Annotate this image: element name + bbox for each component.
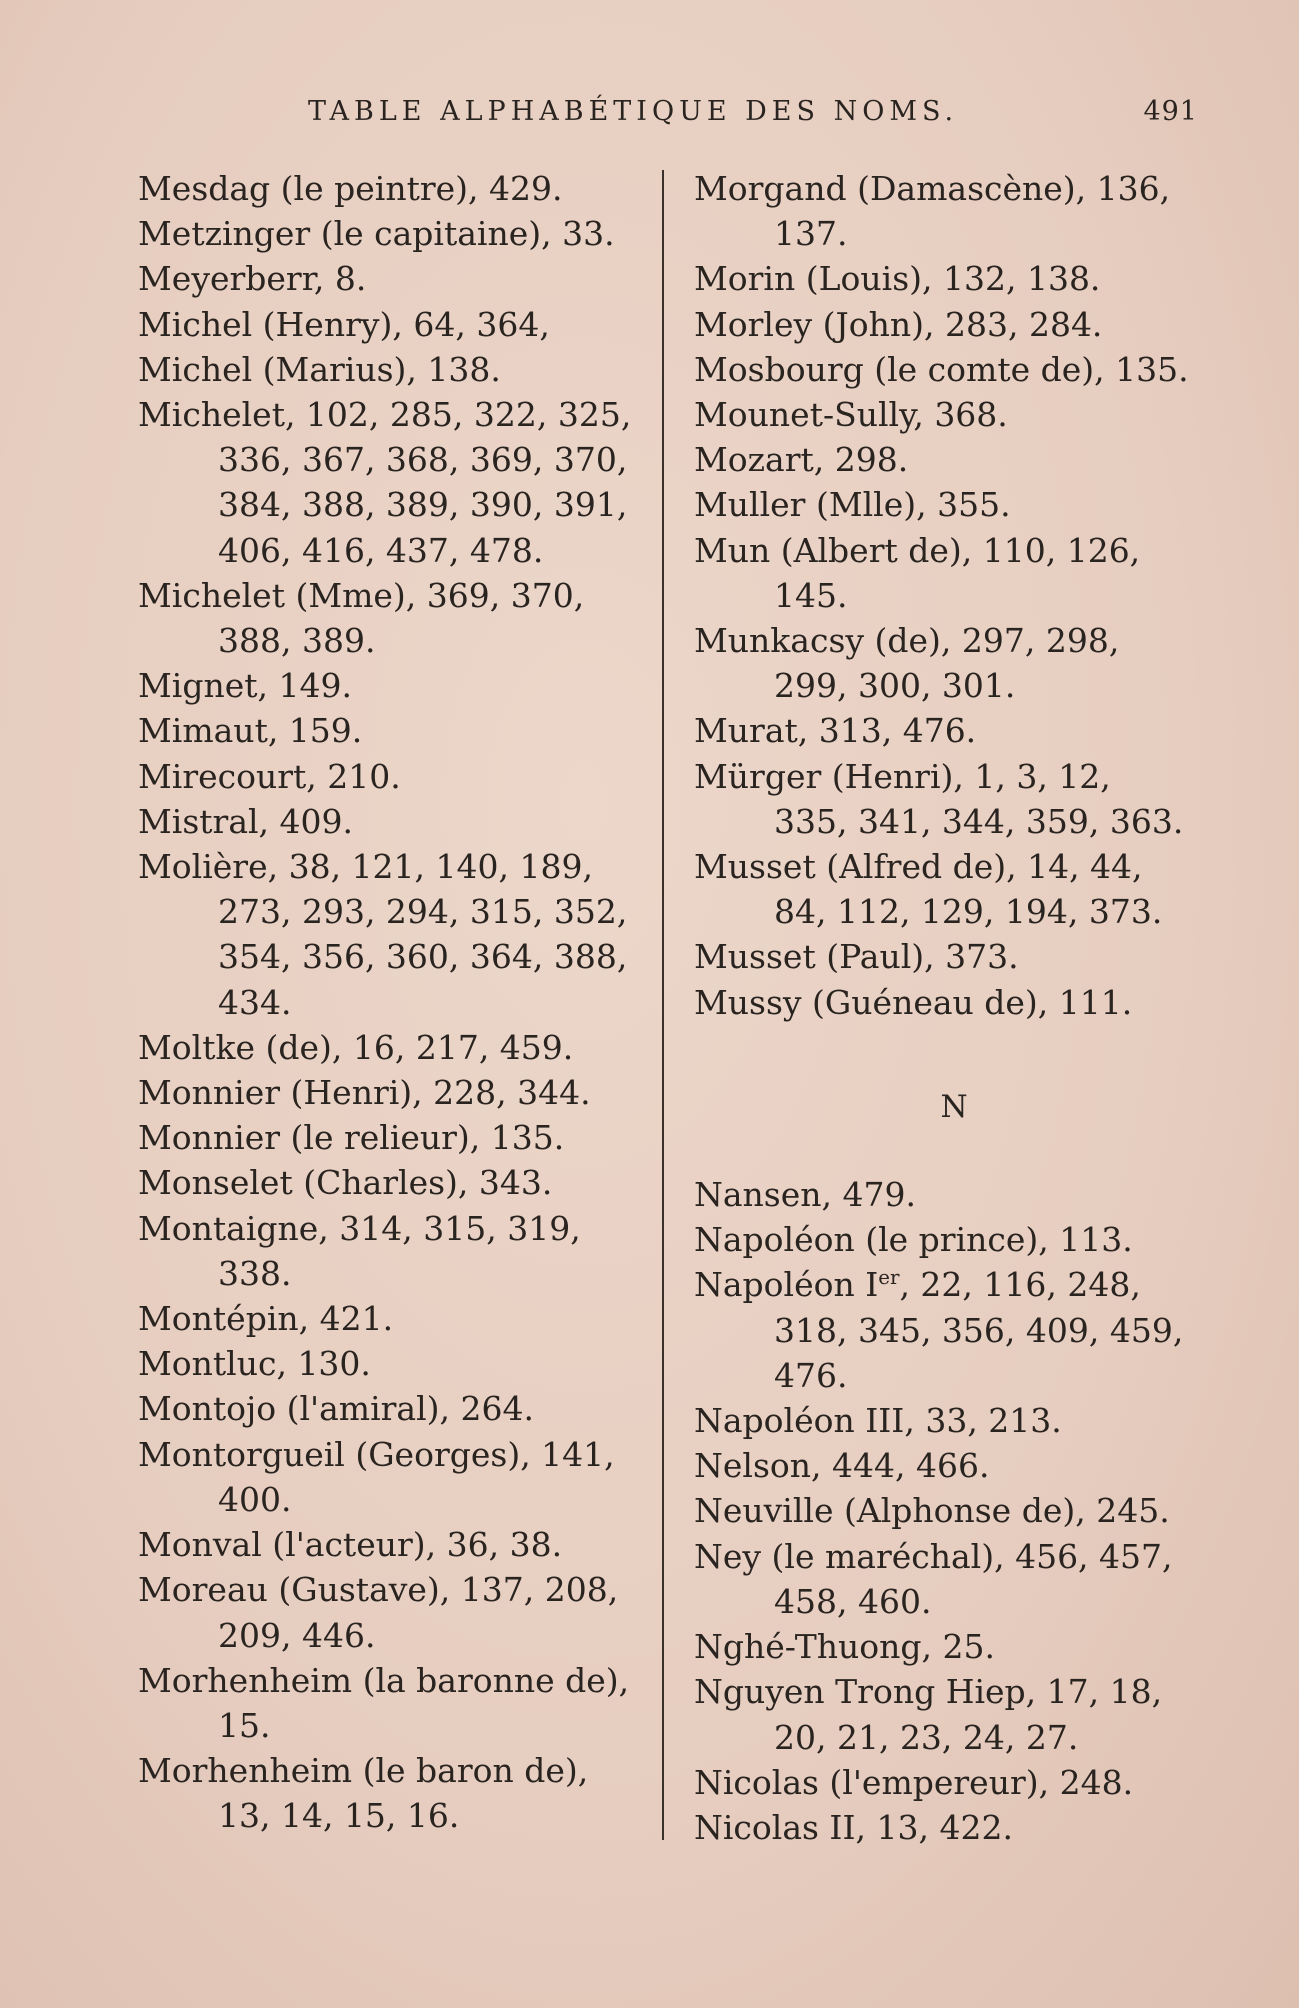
index-entry bbox=[694, 934, 1214, 979]
index-entry bbox=[694, 980, 1214, 1025]
index-entry-line: Muller (Mlle), 355. bbox=[694, 485, 1011, 525]
index-entry-line: 338. bbox=[218, 1253, 292, 1293]
index-entry bbox=[138, 1025, 643, 1070]
index-entry bbox=[138, 302, 643, 347]
index-entry-line: Mounet-Sully, 368. bbox=[694, 395, 1008, 435]
index-entry bbox=[138, 1432, 643, 1522]
index-entry-line: Musset (Alfred de), 14, 44, bbox=[694, 847, 1143, 887]
index-entry-line: Napoléon III, 33, 213. bbox=[694, 1401, 1062, 1441]
index-entry-line: Monnier (le relieur), 135. bbox=[138, 1118, 565, 1158]
index-entry bbox=[694, 256, 1214, 301]
index-entry bbox=[138, 1296, 643, 1341]
column-divider bbox=[662, 170, 664, 1840]
index-entry-line: 476. bbox=[774, 1355, 848, 1395]
index-entry-line: Mignet, 149. bbox=[138, 666, 352, 706]
index-entry-line: Neuville (Alphonse de), 245. bbox=[694, 1491, 1170, 1531]
index-entry-line: Montorgueil (Georges), 141, bbox=[138, 1434, 615, 1474]
index-entry bbox=[138, 1748, 643, 1838]
index-entry bbox=[694, 347, 1214, 392]
index-entry-line: Murat, 313, 476. bbox=[694, 711, 977, 751]
index-entry-line: 209, 446. bbox=[218, 1615, 376, 1655]
index-entry-line: Michelet, 102, 285, 322, 325, bbox=[138, 395, 632, 435]
header-title: TABLE ALPHABÉTIQUE DES NOMS. bbox=[308, 96, 959, 127]
index-entry bbox=[694, 1443, 1214, 1488]
index-entry-line: Musset (Paul), 373. bbox=[694, 937, 1019, 977]
index-entry bbox=[694, 1534, 1214, 1624]
index-entry-line: 137. bbox=[774, 214, 848, 254]
index-entry-line: Montojo (l'amiral), 264. bbox=[138, 1389, 534, 1429]
index-entry-line: Mosbourg (le comte de), 135. bbox=[694, 349, 1189, 389]
index-entry-line: Nansen, 479. bbox=[694, 1175, 916, 1215]
index-entry-line: 400. bbox=[218, 1479, 292, 1519]
index-entry-line: Nelson, 444, 466. bbox=[694, 1446, 990, 1486]
index-entry bbox=[694, 1488, 1214, 1533]
index-entry-line: 20, 21, 23, 24, 27. bbox=[774, 1717, 1079, 1757]
index-entry bbox=[694, 618, 1214, 708]
index-entry bbox=[694, 1217, 1214, 1262]
index-entry-line: Moltke (de), 16, 217, 459. bbox=[138, 1027, 574, 1067]
index-entry bbox=[138, 211, 643, 256]
index-entry-line: Mun (Albert de), 110, 126, bbox=[694, 530, 1141, 570]
index-entry bbox=[138, 663, 643, 708]
index-entry bbox=[138, 1386, 643, 1431]
index-entry-line: Morgand (Damascène), 136, bbox=[694, 169, 1171, 208]
index-entry-line: Nghé-Thuong, 25. bbox=[694, 1627, 995, 1667]
index-entry-line: 388, 389. bbox=[218, 621, 376, 661]
index-entry-line: Monval (l'acteur), 36, 38. bbox=[138, 1525, 563, 1565]
index-entry bbox=[694, 1805, 1214, 1850]
index-entry-line: 84, 112, 129, 194, 373. bbox=[774, 892, 1163, 932]
index-entry bbox=[138, 799, 643, 844]
index-entry-line: Mistral, 409. bbox=[138, 801, 353, 841]
index-entry bbox=[694, 528, 1214, 618]
index-entry-line: 434. bbox=[218, 982, 292, 1022]
index-entry-line: Mesdag (le peintre), 429. bbox=[138, 169, 563, 208]
index-entry bbox=[138, 708, 643, 753]
index-entry-line: Nicolas (l'empereur), 248. bbox=[694, 1762, 1134, 1802]
index-entry bbox=[694, 754, 1214, 844]
index-entry-line: Michel (Marius), 138. bbox=[138, 349, 501, 389]
index-entry-line: Ney (le maréchal), 456, 457, bbox=[694, 1536, 1173, 1576]
index-column-left bbox=[138, 166, 643, 1839]
index-entry bbox=[138, 1115, 643, 1160]
index-entry bbox=[138, 1658, 643, 1748]
index-entry bbox=[694, 1669, 1214, 1759]
index-entry bbox=[694, 166, 1214, 256]
index-entry-line: 336, 367, 368, 369, 370, bbox=[218, 440, 628, 480]
index-entry-line: 299, 300, 301. bbox=[774, 666, 1016, 706]
index-entry bbox=[694, 1624, 1214, 1669]
index-entry bbox=[694, 1760, 1214, 1805]
index-entry-line: Napoléon (le prince), 113. bbox=[694, 1220, 1133, 1260]
index-entry-line: 406, 416, 437, 478. bbox=[218, 530, 544, 570]
index-entry-line: Nicolas II, 13, 422. bbox=[694, 1807, 1013, 1847]
index-entry bbox=[138, 1567, 643, 1657]
index-entry-line: Montépin, 421. bbox=[138, 1299, 394, 1339]
index-entry bbox=[138, 256, 643, 301]
index-section-n bbox=[694, 1172, 1214, 1850]
index-entry-line: 335, 341, 344, 359, 363. bbox=[774, 801, 1184, 841]
index-entry-line: Montaigne, 314, 315, 319, bbox=[138, 1208, 581, 1248]
index-entry bbox=[138, 392, 643, 573]
index-entry-line: Morley (John), 283, 284. bbox=[694, 304, 1103, 344]
index-entry bbox=[694, 1172, 1214, 1217]
index-entry-line: Munkacsy (de), 297, 298, bbox=[694, 621, 1120, 661]
index-entry-line: Morin (Louis), 132, 138. bbox=[694, 259, 1101, 299]
index-entry-line: Napoléon Ier, 22, 116, 248, bbox=[694, 1265, 1141, 1305]
index-entry-line: Michel (Henry), 64, 364, bbox=[138, 304, 550, 344]
index-entry bbox=[694, 708, 1214, 753]
index-entry-line: Monselet (Charles), 343. bbox=[138, 1163, 553, 1203]
index-entry-line: Mussy (Guéneau de), 111. bbox=[694, 982, 1133, 1022]
index-entry-line: 145. bbox=[774, 575, 848, 615]
index-entry-line: 354, 356, 360, 364, 388, bbox=[218, 937, 628, 977]
index-entry-line: 384, 388, 389, 390, 391, bbox=[218, 485, 628, 525]
index-entry-line: 458, 460. bbox=[774, 1581, 932, 1621]
page-number: 491 bbox=[1143, 96, 1198, 127]
index-entry bbox=[694, 482, 1214, 527]
index-entry-line: 273, 293, 294, 315, 352, bbox=[218, 892, 628, 932]
index-section-m bbox=[694, 166, 1214, 1025]
index-entry-line: Nguyen Trong Hiep, 17, 18, bbox=[694, 1672, 1163, 1712]
index-entry bbox=[138, 347, 643, 392]
index-entry bbox=[138, 844, 643, 1025]
index-entry bbox=[694, 437, 1214, 482]
index-column-right bbox=[694, 166, 1214, 1850]
index-entry-line: Meyerberr, 8. bbox=[138, 259, 367, 299]
index-entry-line: 13, 14, 15, 16. bbox=[218, 1796, 460, 1836]
index-entry bbox=[694, 844, 1214, 934]
index-entry bbox=[694, 1262, 1214, 1398]
index-entry bbox=[694, 1398, 1214, 1443]
index-entry-line: Molière, 38, 121, 140, 189, bbox=[138, 847, 593, 887]
index-entry bbox=[138, 1206, 643, 1296]
index-entry-line: Morhenheim (le baron de), bbox=[138, 1751, 589, 1791]
index-entry-line: Mirecourt, 210. bbox=[138, 756, 401, 796]
index-entry bbox=[138, 754, 643, 799]
index-entry bbox=[694, 392, 1214, 437]
index-entry bbox=[138, 1522, 643, 1567]
section-letter-heading: N bbox=[940, 1088, 968, 1125]
index-entry bbox=[694, 302, 1214, 347]
index-entry bbox=[138, 1341, 643, 1386]
index-entry bbox=[138, 1160, 643, 1205]
index-entry-line: 318, 345, 356, 409, 459, bbox=[774, 1310, 1184, 1350]
index-entry-line: Montluc, 130. bbox=[138, 1344, 371, 1384]
index-entry-line: Metzinger (le capitaine), 33. bbox=[138, 214, 615, 254]
index-entry-line: Moreau (Gustave), 137, 208, bbox=[138, 1570, 619, 1610]
index-entry bbox=[138, 166, 643, 211]
index-entry-line: Morhenheim (la baronne de), bbox=[138, 1660, 630, 1700]
index-entry-line: Monnier (Henri), 228, 344. bbox=[138, 1073, 591, 1113]
index-entry bbox=[138, 573, 643, 663]
index-entry-line: Mimaut, 159. bbox=[138, 711, 363, 751]
index-entry-line: 15. bbox=[218, 1705, 271, 1745]
index-entry-line: Mürger (Henri), 1, 3, 12, bbox=[694, 756, 1111, 796]
index-entry-line: Michelet (Mme), 369, 370, bbox=[138, 575, 585, 615]
index-entry-line: Mozart, 298. bbox=[694, 440, 909, 480]
index-entry bbox=[138, 1070, 643, 1115]
